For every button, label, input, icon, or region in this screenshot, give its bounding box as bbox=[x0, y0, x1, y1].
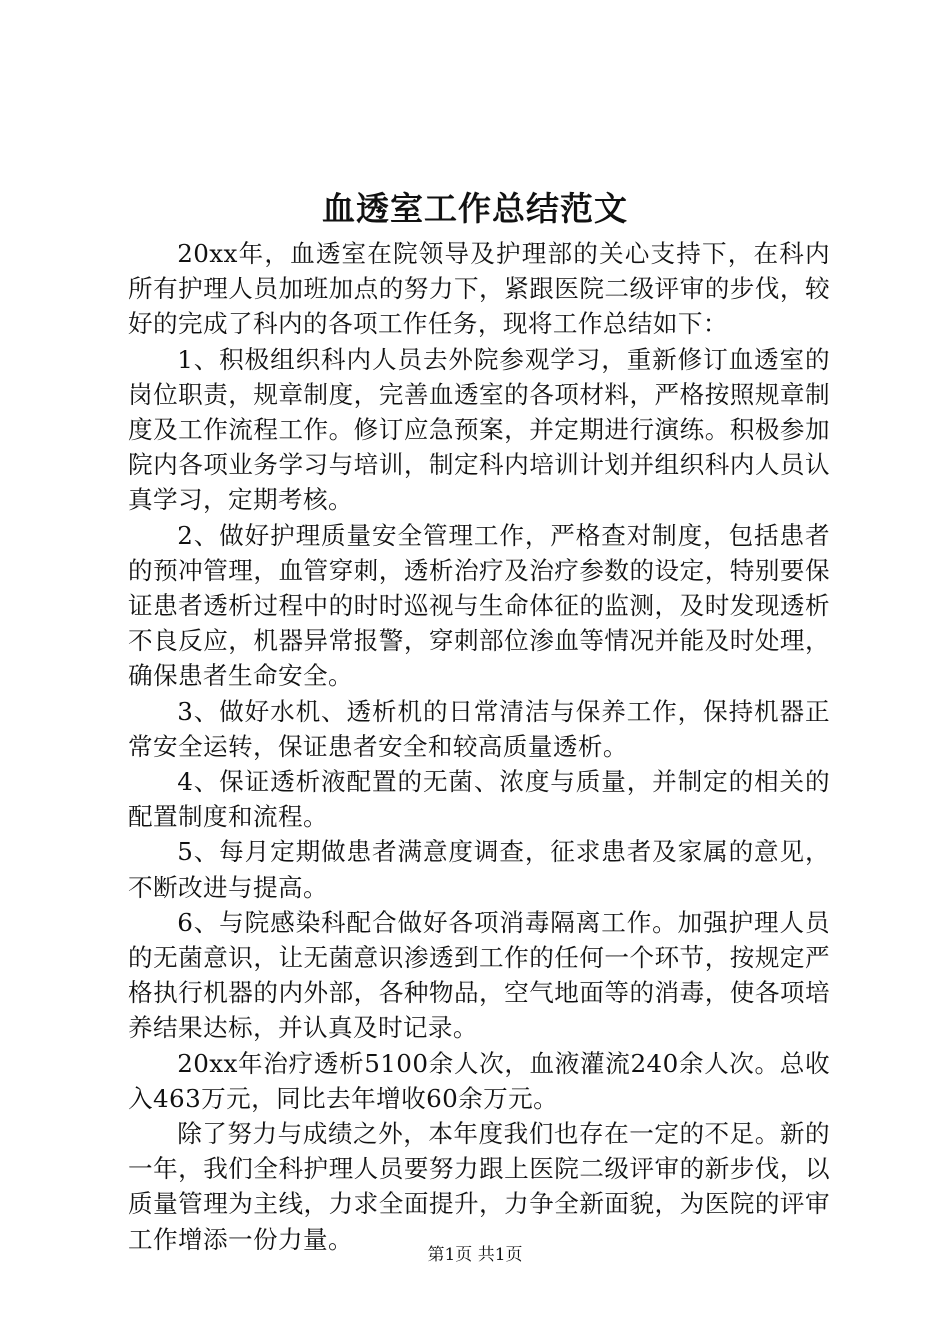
paragraph-conclusion: 除了努力与成绩之外，本年度我们也存在一定的不足。新的一年，我们全科护理人员要努力跟上医院二级评审的新步伐，以质量管理为主线，力求全面提升，力争全新面貌，为医院的评审工作增添一份力量。 bbox=[128, 1119, 830, 1254]
paragraph-item-6: 6、与院感染科配合做好各项消毒隔离工作。加强护理人员的无菌意识，让无菌意识渗透到工作的任何一个环节，按规定严格执行机器的内外部，各种物品，空气地面等的消毒，使各项培养结果达标，并认真及时记录。 bbox=[128, 907, 830, 1043]
paragraph-statistics: 20xx年治疗透析5100余人次，血液灌流240余人次。总收入463万元，同比去年增收60余万元。 bbox=[128, 1048, 830, 1113]
paragraph-item-4: 4、保证透析液配置的无菌、浓度与质量，并制定的相关的配置制度和流程。 bbox=[128, 767, 830, 832]
paragraph-item-3: 3、做好水机、透析机的日常清洁与保养工作，保持机器正常安全运转，保证患者安全和较高质量透析。 bbox=[128, 696, 830, 761]
paragraph-item-2: 2、做好护理质量安全管理工作，严格查对制度，包括患者的预冲管理，血管穿刺，透析治疗及治疗参数的设定，特别要保证患者透析过程中的时时巡视与生命体征的监测，及时发现透析不良反应，机器异常报警，穿刺部位渗血等情况并能及时处理，确保患者生命安全。 bbox=[128, 520, 830, 691]
paragraph-item-1: 1、积极组织科内人员去外院参观学习，重新修订血透室的岗位职责，规章制度，完善血透室的各项材料，严格按照规章制度及工作流程工作。修订应急预案，并定期进行演练。积极参加院内各项业务学习与培训，制定科内培训计划并组织科内人员认真学习，定期考核。 bbox=[128, 344, 830, 515]
paragraph-item-5: 5、每月定期做患者满意度调查，征求患者及家属的意见，不断改进与提高。 bbox=[128, 837, 830, 902]
page-footer: 第1页 共1页 bbox=[427, 1245, 523, 1265]
document-body bbox=[128, 236, 830, 1257]
document-title: 血透室工作总结范文 bbox=[322, 189, 628, 228]
paragraph-intro: 20xx年，血透室在院领导及护理部的关心支持下，在科内所有护理人员加班加点的努力下，紧跟医院二级评审的步伐，较好的完成了科内的各项工作任务，现将工作总结如下： bbox=[128, 239, 830, 339]
